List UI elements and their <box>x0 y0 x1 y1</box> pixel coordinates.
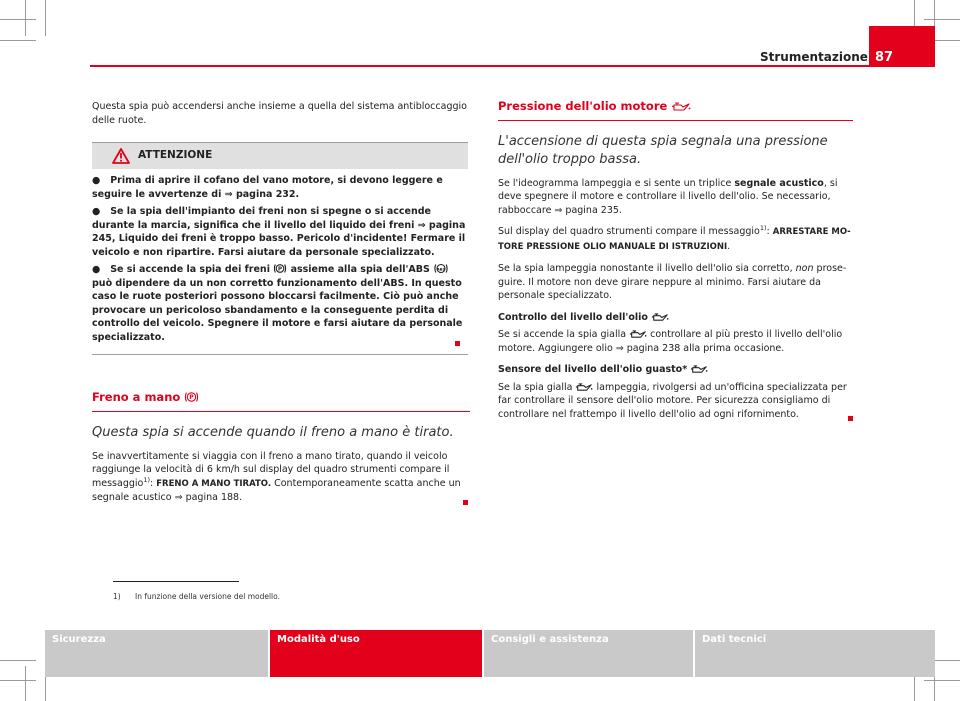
display-message: ARRESTARE MOTORE PRESSIONE OLIO MANUALE DI ISTRUZIONI <box>498 227 851 252</box>
footnote-rule <box>113 581 239 582</box>
paragraph-text: Se l'ideogramma lampeggia e si sente un triplice <box>498 177 732 189</box>
oil-paragraph <box>498 381 853 422</box>
intro-paragraph: Questa spia può accendersi anche insieme a quella del sistema antibloccaggio delle ruote. <box>92 101 467 126</box>
oil-paragraph <box>498 262 853 303</box>
oil-pressure-title-text: Pressione dell'olio motore <box>498 99 668 113</box>
warning-item: ● Se la spia dell'impianto dei freni non si spegne o si accende durante la marcia, significa che il livello del liquido dei freni ⇒ pagina 245, Liquido dei freni è troppo basso. Pericolo d'incidente! Fermare il veicolo e non ripartire. Farsi aiutare da personale specializzato. <box>92 206 466 258</box>
parking-brake-paragraph: Se inavvertitamente si viaggia con il freno a mano tirato, quando il veicolo raggiunge la velocità di 6 km/h sul display del quadro strumenti compare il messaggio$^{1)}$: FRENO A MANO TIRATO. Contemporaneamente scatta anche un segnale acustico ⇒ pagina 188. <box>92 450 461 503</box>
end-marker <box>455 341 460 346</box>
svg-text:P: P <box>189 394 194 402</box>
end-marker <box>848 416 853 421</box>
footnote-ref: 1) <box>143 475 151 484</box>
abs-icon <box>433 263 449 274</box>
display-message: FRENO A MANO TIRATO. <box>156 478 272 489</box>
tab-dati-tecnici[interactable] <box>695 630 935 677</box>
oil-can-icon <box>651 313 669 322</box>
tab-label: Dati tecnici <box>702 634 767 645</box>
right-column <box>498 100 853 421</box>
paragraph-bold: segnale acustico <box>734 177 824 189</box>
paragraph-text: controllare al più presto il livello dell'olio motore. Aggiungere olio ⇒ pagina 238 alla prima occasione. <box>498 329 843 354</box>
oil-paragraph <box>498 328 853 355</box>
parking-brake-icon <box>273 263 287 274</box>
parking-brake-title <box>92 391 470 412</box>
end-marker <box>463 500 468 505</box>
warning-item-text: assieme alla spia dell'ABS <box>290 264 430 275</box>
heading-text: Sensore del livello dell'olio guasto* <box>498 364 688 375</box>
footnote <box>113 592 280 601</box>
warning-item: ● Se si accende la spia dei freni P assieme alla spia dell'ABS ABS può dipendere da un non corretto funzionamento dell'ABS. In questo caso le ruote posteriori possono bloccarsi facilmente. Ciò può anche provocare un pericoloso sbandamento e la conseguente perdita di controllo del veicolo. Spegnere il motore e farsi aiutare da personale specializzato. <box>92 264 463 343</box>
tab-label: Sicurezza <box>52 634 106 645</box>
paragraph-text: , si deve spegnere il motore e controllare il livello dell'olio. Se necessario, rabboccare ⇒ pagina 235. <box>498 177 838 216</box>
oil-sensor-heading <box>498 363 853 377</box>
paragraph-text: Se si accende la spia gialla <box>498 329 627 340</box>
parking-brake-subtitle: Questa spia si accende quando il freno a mano è tirato. <box>92 424 454 440</box>
page-number: 87 <box>869 26 935 67</box>
footnote-ref: 1) <box>759 223 767 232</box>
warning-item-text: Se la spia dell'impianto dei freni non si spegne o si accende durante la marcia, significa che il livello del liquido dei freni ⇒ pagina 245, Liquido dei freni è troppo basso. Pericolo d'incidente! Fermare il veicolo e non ripartire. Farsi aiutare da personale specializzato. <box>92 206 466 258</box>
paragraph-text: Se la spia lampeggia nonostante il livello dell'olio sia corretto, <box>498 263 793 274</box>
oil-paragraph: Sul display del quadro strumenti compare il messaggio$^{1)}$: ARRESTARE MOTORE PRESSIONE OLIO MANUALE DI ISTRUZIONI. <box>498 223 851 252</box>
tab-sicurezza[interactable] <box>45 630 268 677</box>
crop-mark <box>924 680 960 681</box>
oil-paragraph <box>498 177 853 218</box>
crop-mark <box>25 666 26 701</box>
left-column <box>92 100 470 505</box>
footnote-text: In funzione della versione del modello. <box>135 592 280 601</box>
warning-body <box>92 169 468 354</box>
heading-text: Controllo del livello dell'olio <box>498 311 648 323</box>
crop-mark <box>924 19 960 20</box>
oil-can-icon <box>671 102 691 112</box>
oil-can-icon <box>629 330 647 339</box>
svg-text:ABS: ABS <box>436 266 446 272</box>
oil-pressure-subtitle: L'accensione di questa spia segnala una pressione dell'olio troppo bassa. <box>498 133 828 167</box>
warning-triangle-icon <box>112 148 130 164</box>
warning-item-text: può dipendere da un non corretto funzionamento dell'ABS. In questo caso le ruote posteriori possono bloccarsi facilmente. Ciò può anche provocare un pericoloso sbandamento e la conseguente perdita di controllo del veicolo. Spegnere il motore e farsi aiutare da personale specializzato. <box>92 277 463 343</box>
section-title: Strumentazione <box>760 50 868 64</box>
warning-item-text: Se si accende la spia dei freni <box>110 264 270 275</box>
crop-mark <box>0 680 36 681</box>
parking-brake-icon <box>184 391 199 403</box>
warning-box <box>92 142 468 355</box>
footnote-mark: 1) <box>113 592 121 601</box>
oil-can-icon <box>575 383 593 392</box>
crop-mark <box>0 660 36 661</box>
tab-label: Modalità d'uso <box>277 634 360 645</box>
paragraph-text: Contemporaneamente scatta anche un segnale acustico ⇒ pagina 188. <box>92 477 461 503</box>
oil-level-heading <box>498 311 853 325</box>
paragraph-text: lampeggia, rivolgersi ad un'officina specializzata per far controllare il sensore dell'olio motore. Per sicurezza consigliamo di controllare nel frattempo il livello dell'olio ad ogni rifornimento. <box>498 381 847 420</box>
crop-mark <box>0 40 36 41</box>
warning-title: ATTENZIONE <box>138 149 213 162</box>
header-rule <box>90 65 935 67</box>
warning-item-text: Prima di aprire il cofano del vano motore, si devono leggere e seguire le avvertenze di ⇒ pagina 232. <box>92 175 443 200</box>
warning-header <box>92 143 468 169</box>
paragraph-text: proseguire. Il motore non deve girare neppure al minimo. Farsi aiutare da personale specializzato. <box>498 263 847 301</box>
warning-item: ● Prima di aprire il cofano del vano motore, si devono leggere e seguire le avvertenze di ⇒ pagina 232. <box>92 175 443 200</box>
crop-mark <box>25 0 26 36</box>
svg-text:P: P <box>278 266 283 273</box>
oil-pressure-title <box>498 100 853 121</box>
parking-brake-title-text: Freno a mano <box>92 390 181 404</box>
crop-mark <box>45 0 46 36</box>
paragraph-text: Se la spia gialla <box>498 381 573 393</box>
paragraph-text: Se inavvertitamente si viaggia con il freno a mano tirato, quando il veicolo raggiunge la velocità di 6 km/h sul display del quadro strumenti compare il messaggio <box>92 450 450 489</box>
paragraph-text: Sul display del quadro strumenti compare il messaggio <box>498 226 760 237</box>
tab-label: Consigli e assistenza <box>491 634 609 645</box>
tab-modalita-uso[interactable] <box>270 630 482 677</box>
tab-consigli-assistenza[interactable] <box>484 630 693 677</box>
crop-mark <box>0 19 36 20</box>
paragraph-italic: non <box>795 263 814 274</box>
oil-can-icon <box>690 365 708 374</box>
parking-brake-section <box>92 391 470 505</box>
